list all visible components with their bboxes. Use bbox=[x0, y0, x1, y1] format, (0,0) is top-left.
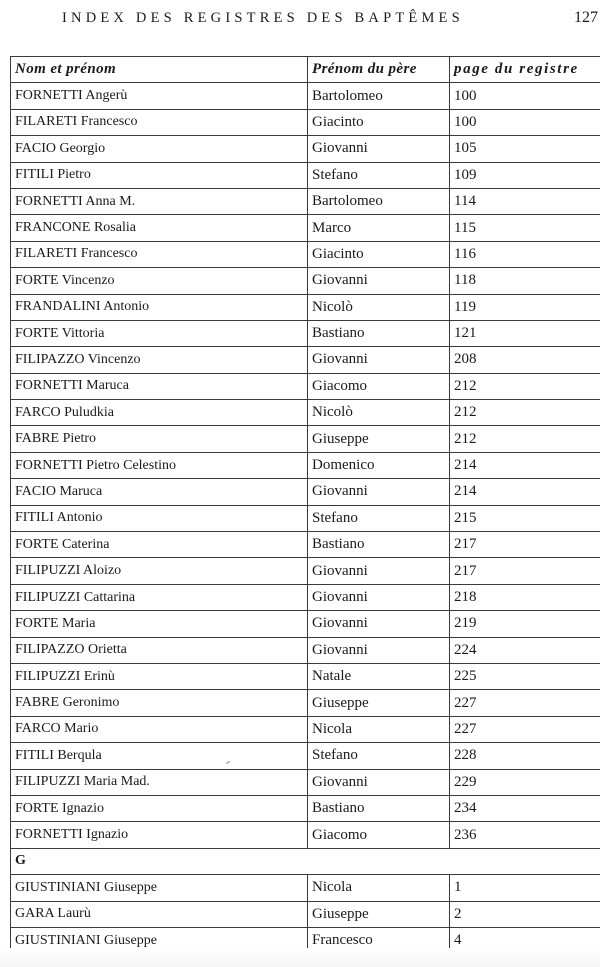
page-cell: 116 bbox=[450, 241, 600, 267]
father-cell: Nicola bbox=[308, 875, 450, 901]
name-cell: FARCO Puludkia bbox=[11, 400, 308, 426]
father-cell: Giovanni bbox=[308, 347, 450, 373]
father-cell: Bastiano bbox=[308, 795, 450, 821]
father-cell: Giacomo bbox=[308, 373, 450, 399]
father-cell: Giovanni bbox=[308, 769, 450, 795]
page-cell: 228 bbox=[450, 743, 600, 769]
page-cell: 236 bbox=[450, 822, 600, 848]
page-cell: 224 bbox=[450, 637, 600, 663]
father-cell: Giuseppe bbox=[308, 426, 450, 452]
index-table-container bbox=[10, 56, 600, 948]
name-cell: FILIPAZZO Orietta bbox=[11, 637, 308, 663]
table-row bbox=[11, 584, 600, 610]
page-cell: 227 bbox=[450, 690, 600, 716]
section-letter-row bbox=[11, 848, 600, 874]
table-row bbox=[11, 294, 600, 320]
table-row bbox=[11, 188, 600, 214]
table-body bbox=[11, 83, 600, 948]
name-cell: FRANDALINI Antonio bbox=[11, 294, 308, 320]
name-cell: FILIPUZZI Maria Mad. bbox=[11, 769, 308, 795]
name-cell: FORNETTI Maruca bbox=[11, 373, 308, 399]
name-cell: FITILI Pietro bbox=[11, 162, 308, 188]
name-cell: FRANCONE Rosalia bbox=[11, 215, 308, 241]
page-header bbox=[0, 8, 600, 34]
table-row bbox=[11, 875, 600, 901]
father-cell: Stefano bbox=[308, 743, 450, 769]
page-cell: 219 bbox=[450, 611, 600, 637]
page-cell: 114 bbox=[450, 188, 600, 214]
father-cell: Marco bbox=[308, 215, 450, 241]
table-row bbox=[11, 215, 600, 241]
father-cell: Bartolomeo bbox=[308, 83, 450, 109]
name-cell: GIUSTINIANI Giuseppe bbox=[11, 927, 308, 948]
name-cell: FILARETI Francesco bbox=[11, 109, 308, 135]
table-row bbox=[11, 452, 600, 478]
page-cell: 214 bbox=[450, 479, 600, 505]
table-row bbox=[11, 136, 600, 162]
page-cell: 2 bbox=[450, 901, 600, 927]
page-cell: 217 bbox=[450, 532, 600, 558]
section-letter: G bbox=[11, 848, 600, 874]
page-cell: 121 bbox=[450, 320, 600, 346]
table-row bbox=[11, 611, 600, 637]
father-cell: Nicolò bbox=[308, 294, 450, 320]
name-cell: FORTE Ignazio bbox=[11, 795, 308, 821]
name-cell: FITILI Berqula bbox=[11, 743, 308, 769]
page-cell: 214 bbox=[450, 452, 600, 478]
table-row bbox=[11, 162, 600, 188]
table-row bbox=[11, 83, 600, 109]
name-cell: FACIO Maruca bbox=[11, 479, 308, 505]
table-row bbox=[11, 637, 600, 663]
father-cell: Giovanni bbox=[308, 136, 450, 162]
table-row bbox=[11, 373, 600, 399]
name-cell: GIUSTINIANI Giuseppe bbox=[11, 875, 308, 901]
page-number: 127 bbox=[574, 9, 598, 26]
table-row bbox=[11, 743, 600, 769]
table-row bbox=[11, 320, 600, 346]
father-cell: Giovanni bbox=[308, 637, 450, 663]
father-cell: Stefano bbox=[308, 162, 450, 188]
table-header-row bbox=[11, 57, 600, 83]
page-cell: 109 bbox=[450, 162, 600, 188]
page-cell: 229 bbox=[450, 769, 600, 795]
name-cell: FORNETTI Pietro Celestino bbox=[11, 452, 308, 478]
name-cell: FORTE Vincenzo bbox=[11, 268, 308, 294]
page-edge bbox=[0, 950, 600, 967]
name-cell: FORNETTI Ignazio bbox=[11, 822, 308, 848]
baptism-index-table bbox=[10, 56, 600, 948]
page-cell: 212 bbox=[450, 400, 600, 426]
father-cell: Giovanni bbox=[308, 479, 450, 505]
table-row bbox=[11, 426, 600, 452]
table-row bbox=[11, 532, 600, 558]
name-cell: GARA Laurù bbox=[11, 901, 308, 927]
name-cell: FORTE Vittoria bbox=[11, 320, 308, 346]
name-cell: FABRE Pietro bbox=[11, 426, 308, 452]
page-cell: 217 bbox=[450, 558, 600, 584]
table-row bbox=[11, 927, 600, 948]
table-row bbox=[11, 479, 600, 505]
father-cell: Nicolò bbox=[308, 400, 450, 426]
father-cell: Giuseppe bbox=[308, 690, 450, 716]
table-row bbox=[11, 769, 600, 795]
table-row bbox=[11, 690, 600, 716]
table-row bbox=[11, 347, 600, 373]
column-header-name: Nom et prénom bbox=[11, 57, 308, 83]
table-row bbox=[11, 109, 600, 135]
table-row bbox=[11, 505, 600, 531]
name-cell: FORTE Caterina bbox=[11, 532, 308, 558]
table-row bbox=[11, 663, 600, 689]
father-cell: Nicola bbox=[308, 716, 450, 742]
column-header-page: page du registre bbox=[450, 57, 600, 83]
page-cell: 212 bbox=[450, 426, 600, 452]
father-cell: Giacomo bbox=[308, 822, 450, 848]
page-cell: 100 bbox=[450, 109, 600, 135]
father-cell: Giovanni bbox=[308, 611, 450, 637]
father-cell: Bastiano bbox=[308, 320, 450, 346]
father-cell: Bastiano bbox=[308, 532, 450, 558]
table-row bbox=[11, 822, 600, 848]
page-cell: 225 bbox=[450, 663, 600, 689]
name-cell: FORTE Maria bbox=[11, 611, 308, 637]
page-cell: 115 bbox=[450, 215, 600, 241]
name-cell: FABRE Geronimo bbox=[11, 690, 308, 716]
father-cell: Giovanni bbox=[308, 584, 450, 610]
father-cell: Giuseppe bbox=[308, 901, 450, 927]
table-row bbox=[11, 400, 600, 426]
table-row bbox=[11, 795, 600, 821]
father-cell: Natale bbox=[308, 663, 450, 689]
page-cell: 4 bbox=[450, 927, 600, 948]
table-row bbox=[11, 241, 600, 267]
page-cell: 208 bbox=[450, 347, 600, 373]
father-cell: Giovanni bbox=[308, 268, 450, 294]
page-cell: 119 bbox=[450, 294, 600, 320]
father-cell: Giacinto bbox=[308, 241, 450, 267]
table-row bbox=[11, 558, 600, 584]
page-cell: 215 bbox=[450, 505, 600, 531]
table-row bbox=[11, 901, 600, 927]
table-row bbox=[11, 268, 600, 294]
page-cell: 227 bbox=[450, 716, 600, 742]
name-cell: FILIPAZZO Vincenzo bbox=[11, 347, 308, 373]
name-cell: FARCO Mario bbox=[11, 716, 308, 742]
father-cell: Giacinto bbox=[308, 109, 450, 135]
father-cell: Bartolomeo bbox=[308, 188, 450, 214]
page-cell: 234 bbox=[450, 795, 600, 821]
name-cell: FITILI Antonio bbox=[11, 505, 308, 531]
column-header-father: Prénom du père bbox=[308, 57, 450, 83]
page-cell: 218 bbox=[450, 584, 600, 610]
name-cell: FILIPUZZI Aloizo bbox=[11, 558, 308, 584]
father-cell: Domenico bbox=[308, 452, 450, 478]
page-cell: 1 bbox=[450, 875, 600, 901]
table-row bbox=[11, 716, 600, 742]
name-cell: FILARETI Francesco bbox=[11, 241, 308, 267]
name-cell: FILIPUZZI Erinù bbox=[11, 663, 308, 689]
page-cell: 212 bbox=[450, 373, 600, 399]
page-cell: 118 bbox=[450, 268, 600, 294]
name-cell: FILIPUZZI Cattarina bbox=[11, 584, 308, 610]
page-cell: 105 bbox=[450, 136, 600, 162]
father-cell: Francesco bbox=[308, 927, 450, 948]
page-cell: 100 bbox=[450, 83, 600, 109]
name-cell: FACIO Georgio bbox=[11, 136, 308, 162]
page-title: INDEX DES REGISTRES DES BAPTÊMES bbox=[62, 10, 464, 26]
name-cell: FORNETTI Anna M. bbox=[11, 188, 308, 214]
name-cell: FORNETTI Angerù bbox=[11, 83, 308, 109]
father-cell: Stefano bbox=[308, 505, 450, 531]
father-cell: Giovanni bbox=[308, 558, 450, 584]
